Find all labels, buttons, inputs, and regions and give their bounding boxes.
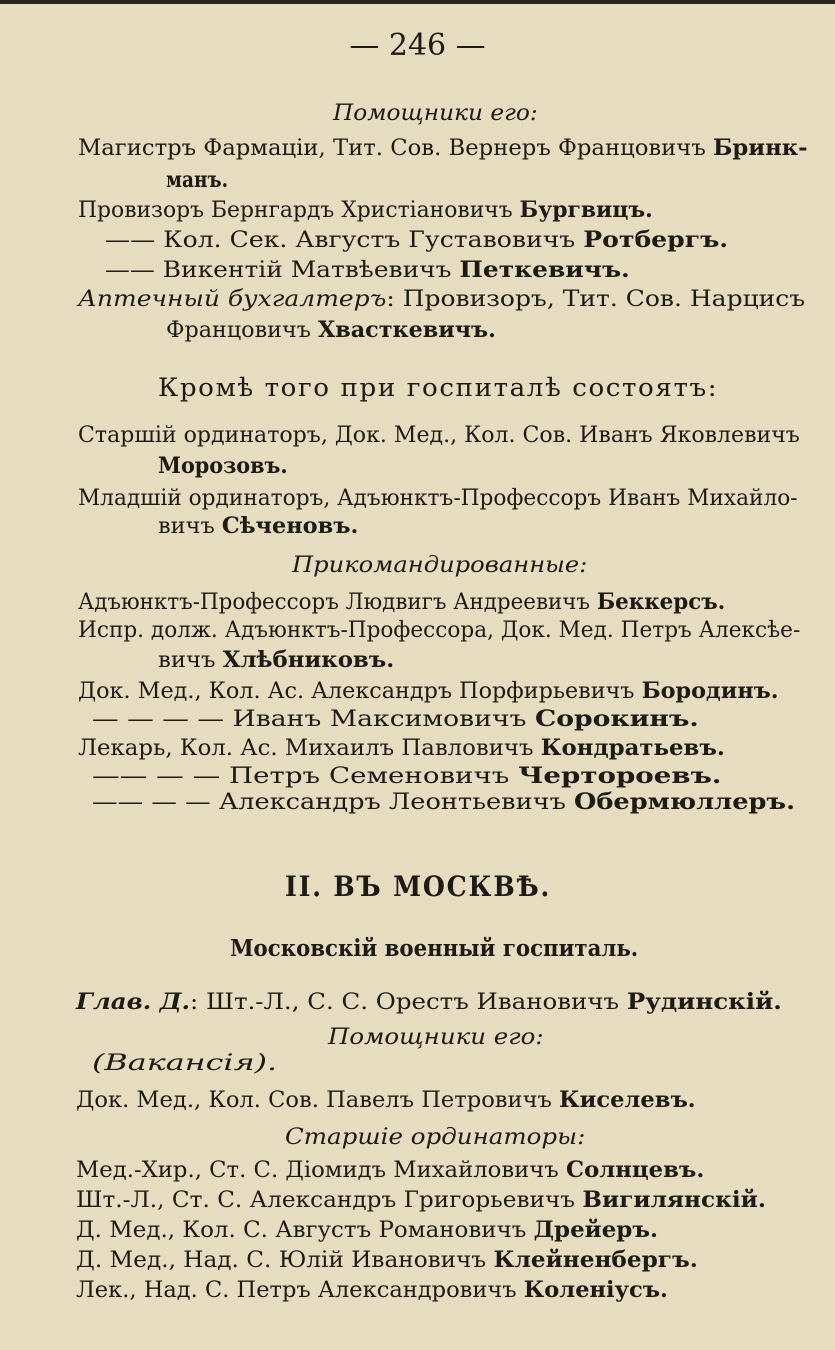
hospital-heading: Московскій военный госпиталь. <box>230 935 639 962</box>
text-line: Старшій ординаторъ, Док. Мед., Кол. Сов. Иванъ Яковлевичъ <box>78 423 800 448</box>
text-line: Магистръ Фармаціи, Тит. Сов. Вернеръ Францовичъ Бринк- <box>78 135 808 161</box>
text-line: Францовичъ Хвасткевичъ. <box>166 317 496 343</box>
text-line: Младшій ординаторъ, Адъюнктъ-Профессоръ Иванъ Михайло- <box>78 486 798 511</box>
page-number: — 246 — <box>349 28 486 63</box>
text-line: вичъ Сѣченовъ. <box>158 513 359 539</box>
section-heading-moscow: II. ВЪ МОСКВѢ. <box>285 870 552 903</box>
text-line: Лекарь, Кол. Ас. Михаилъ Павловичъ Кондратьевъ. <box>78 735 725 761</box>
text-line: вичъ Хлѣбниковъ. <box>158 647 395 673</box>
helpers-heading: Помощники его: <box>333 101 538 126</box>
text-line: Док. Мед., Кол. Сов. Павелъ Петровичъ Киселевъ. <box>76 1087 696 1113</box>
text-line: Лек., Над. С. Петръ Александровичъ Коленіусъ. <box>76 1277 668 1303</box>
text-line: —— Викентій Матвѣевичъ Петкевичъ. <box>105 257 630 283</box>
seconded-heading: Прикомандированные: <box>292 553 588 578</box>
text-line: — — — — Иванъ Максимовичъ Сорокинъ. <box>92 706 699 732</box>
text-line: Д. Мед., Кол. С. Августъ Романовичъ Дрейеръ. <box>76 1217 658 1243</box>
page-top-border <box>0 0 835 4</box>
text-line: Морозовъ. <box>158 453 288 479</box>
text-line: —— Кол. Сек. Августъ Густавовичъ Ротбергъ. <box>105 227 729 253</box>
text-line: —— — — Петръ Семеновичъ Чертороевъ. <box>92 763 722 789</box>
text-line: Глав. Д.: Шт.-Л., С. С. Орестъ Ивановичъ Рудинскій. <box>76 989 782 1015</box>
text-line: Испр. долж. Адъюнктъ-Профессора, Док. Мед. Петръ Алексѣе- <box>78 618 801 643</box>
vacancy-line: (Вакансія). <box>92 1051 278 1076</box>
text-line: Док. Мед., Кол. Ас. Александръ Порфирьевичъ Бородинъ. <box>78 678 779 704</box>
text-line: Шт.-Л., Ст. С. Александръ Григорьевичъ Вигилянскій. <box>76 1187 766 1213</box>
text-line: Адъюнктъ-Профессоръ Людвигъ Андреевичъ Беккерсъ. <box>78 589 726 615</box>
helpers-heading: Помощники его: <box>328 1025 544 1050</box>
section-heading: Кромѣ того при госпиталѣ состоятъ: <box>158 373 719 402</box>
text-line: Мед.-Хир., Ст. С. Діомидъ Михайловичъ Солнцевъ. <box>76 1157 705 1183</box>
text-line: манъ. <box>166 167 229 193</box>
text-line: —— — — Александръ Леонтьевичъ Обермюллеръ. <box>92 789 795 815</box>
text-line: Д. Мед., Над. С. Юлій Ивановичъ Клейненбергъ. <box>76 1247 698 1273</box>
text-line: Провизоръ Бернгардъ Христіановичъ Бургвицъ. <box>78 197 653 223</box>
senior-heading: Старшіе ординаторы: <box>285 1125 586 1150</box>
text-line: Аптечный бухгалтеръ: Провизоръ, Тит. Сов. Нарцисъ <box>78 287 806 312</box>
